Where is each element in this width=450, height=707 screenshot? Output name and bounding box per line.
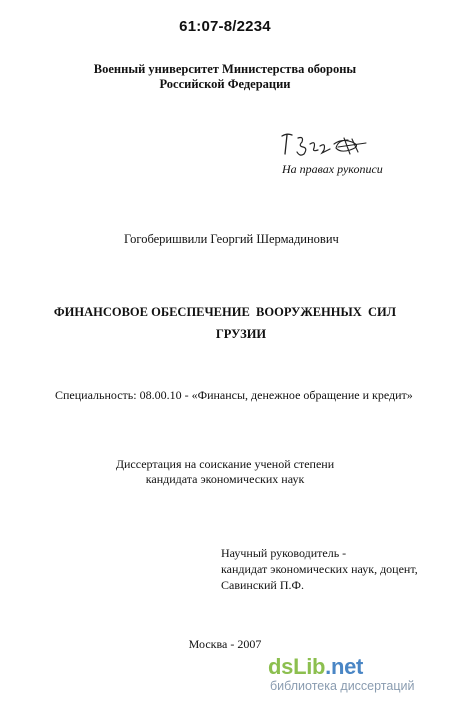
supervisor-line-2: кандидат экономических наук, доцент, — [221, 562, 418, 576]
degree-statement — [0, 457, 450, 487]
watermark-subtitle: библиотека диссертаций — [270, 679, 415, 693]
institution-line-2: Российской Федерации — [159, 77, 291, 91]
watermark-logo — [268, 655, 414, 679]
watermark-logo-tld: .net — [325, 654, 364, 679]
city-year: Москва - 2007 — [188, 637, 262, 651]
title-line-1: ФИНАНСОВОЕ ОБЕСПЕЧЕНИЕ ВООРУЖЕННЫХ СИЛ — [53, 305, 397, 319]
dslib-watermark[interactable] — [268, 655, 414, 693]
supervisor-line-3: Савинский П.Ф. — [221, 578, 304, 592]
specialty: Специальность: 08.00.10 - «Финансы, денежное обращение и кредит» — [55, 388, 413, 402]
title-line-2: ГРУЗИИ — [215, 327, 267, 341]
supervisor-line-1: Научный руководитель - — [221, 546, 347, 560]
dissertation-title — [0, 301, 450, 345]
institution-line-1: Военный университет Министерства обороны — [93, 62, 357, 76]
supervisor-block — [221, 545, 418, 593]
degree-line-1: Диссертация на соискание ученой степени — [115, 457, 335, 471]
degree-line-2: кандидата экономических наук — [145, 472, 305, 486]
author-name: Гогоберишвили Георгий Шермадинович — [124, 232, 339, 246]
institution-name — [0, 62, 450, 92]
handwritten-signature — [278, 130, 373, 160]
rights-note: На правах рукописи — [282, 162, 383, 176]
document-code: 61:07-8/2234 — [179, 18, 271, 35]
watermark-logo-main: dsLib — [268, 654, 326, 679]
